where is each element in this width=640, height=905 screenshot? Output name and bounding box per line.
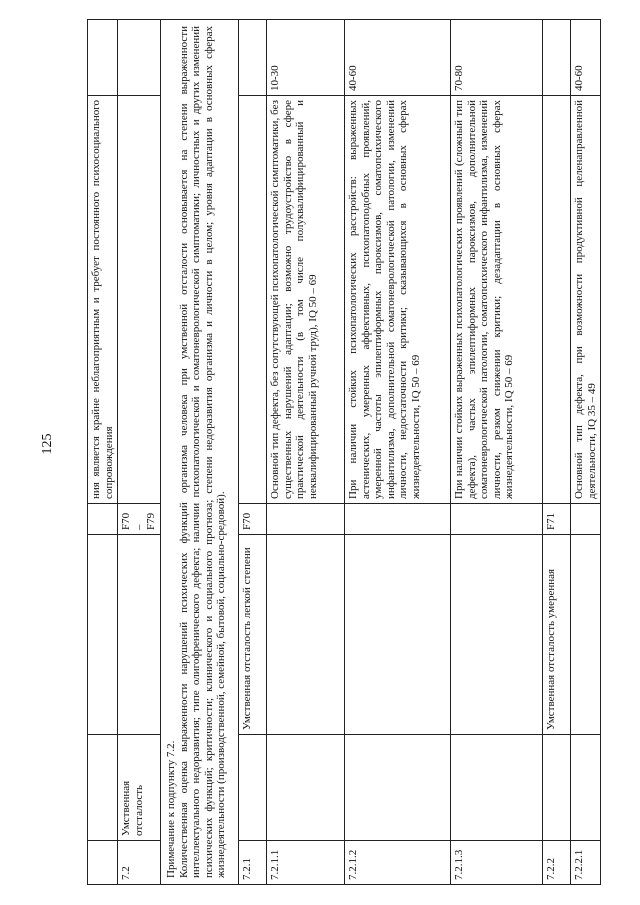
row-number: 7.2.1.2	[344, 841, 450, 885]
table-row	[344, 20, 450, 885]
row-code: F71	[542, 504, 570, 535]
row-description: При наличии стойких выраженных психопатологических проявлений (сложный тип дефекта), частых эпилептиформных пароксизмов, дополнительной соматоневрологической патологии, соматопсихического инфантилизма, изменений личности, резком снижении критики; дезадаптации в основных сферах жизнедеятельности, IQ 50 – 69	[450, 96, 542, 504]
table-row	[238, 20, 266, 885]
row-percent: 40-60	[344, 20, 450, 96]
row-code: F70 – F79	[118, 504, 161, 535]
row-code: F70	[238, 504, 266, 535]
row-name: Умственная отсталость легкой степени	[238, 535, 266, 735]
table-row	[450, 20, 542, 885]
row-number: 7.2.1.3	[450, 841, 542, 885]
row-description: Основной тип дефекта, при возможности продуктивной целенаправленной деятельности, IQ 35 – 49	[570, 96, 600, 504]
note-row	[160, 20, 238, 885]
row-number: 7.2	[118, 841, 161, 885]
row-percent: 40-60	[570, 20, 600, 96]
table-row	[88, 20, 118, 885]
table-row	[266, 20, 344, 885]
row-top-text: ния является крайне неблагоприятным и требует постоянного психосоциального сопровождения	[88, 96, 118, 504]
note-text: Количественная оценка выраженности нарушений психических функций организма человека при умственной отсталости основывается на степени выраженности интеллектуального недоразвития; типе олигофренического дефекта; наличии психопатологической и соматоневрологической симптоматики; личностных и других изменений психических функций; критичности; клинического и социального прогноза; степени недоразвития организма и личности в целом; уровня адаптации в основных сферах жизнедеятельности (производственной, семейной, бытовой, социально-средовой).	[177, 26, 228, 878]
row-description: При наличии стойких психопатологических расстройств: выраженных астенических, умеренных аффективных, психопатоподобных проявлений, умеренной частоты эпилептиформных пароксизмов, соматопсихического инфантилизма, дополнительной соматоневрологической патологии, изменений личности, недостаточности критики; сказывающихся в основных сферах жизнедеятельности, IQ 50 – 69	[344, 96, 450, 504]
row-percent: 70-80	[450, 20, 542, 96]
rotated-table-container	[87, 20, 607, 885]
row-number: 7.2.2.1	[570, 841, 600, 885]
row-description: Основной тип дефекта, без сопутствующей психопатологической симптоматики, без существенных нарушений адаптации; возможно трудоустройство в сфере практической деятельности (в том числе полуквалифицированный и неквалифицированный ручной труд), IQ 50 – 69	[266, 96, 344, 504]
row-name: Умственная отсталость	[118, 735, 161, 841]
page-number: 125	[40, 433, 55, 455]
note-title: Примечание к подпункту 7.2.	[164, 740, 177, 878]
note-cell	[160, 20, 238, 885]
disability-criteria-table	[87, 19, 601, 885]
row-number: 7.2.1	[238, 841, 266, 885]
table-row	[118, 20, 161, 885]
table-row	[570, 20, 600, 885]
row-name: Умственная отсталость умеренная	[542, 535, 570, 735]
table-row	[542, 20, 570, 885]
row-number: 7.2.1.1	[266, 841, 344, 885]
row-number: 7.2.2	[542, 841, 570, 885]
row-percent: 10-30	[266, 20, 344, 96]
